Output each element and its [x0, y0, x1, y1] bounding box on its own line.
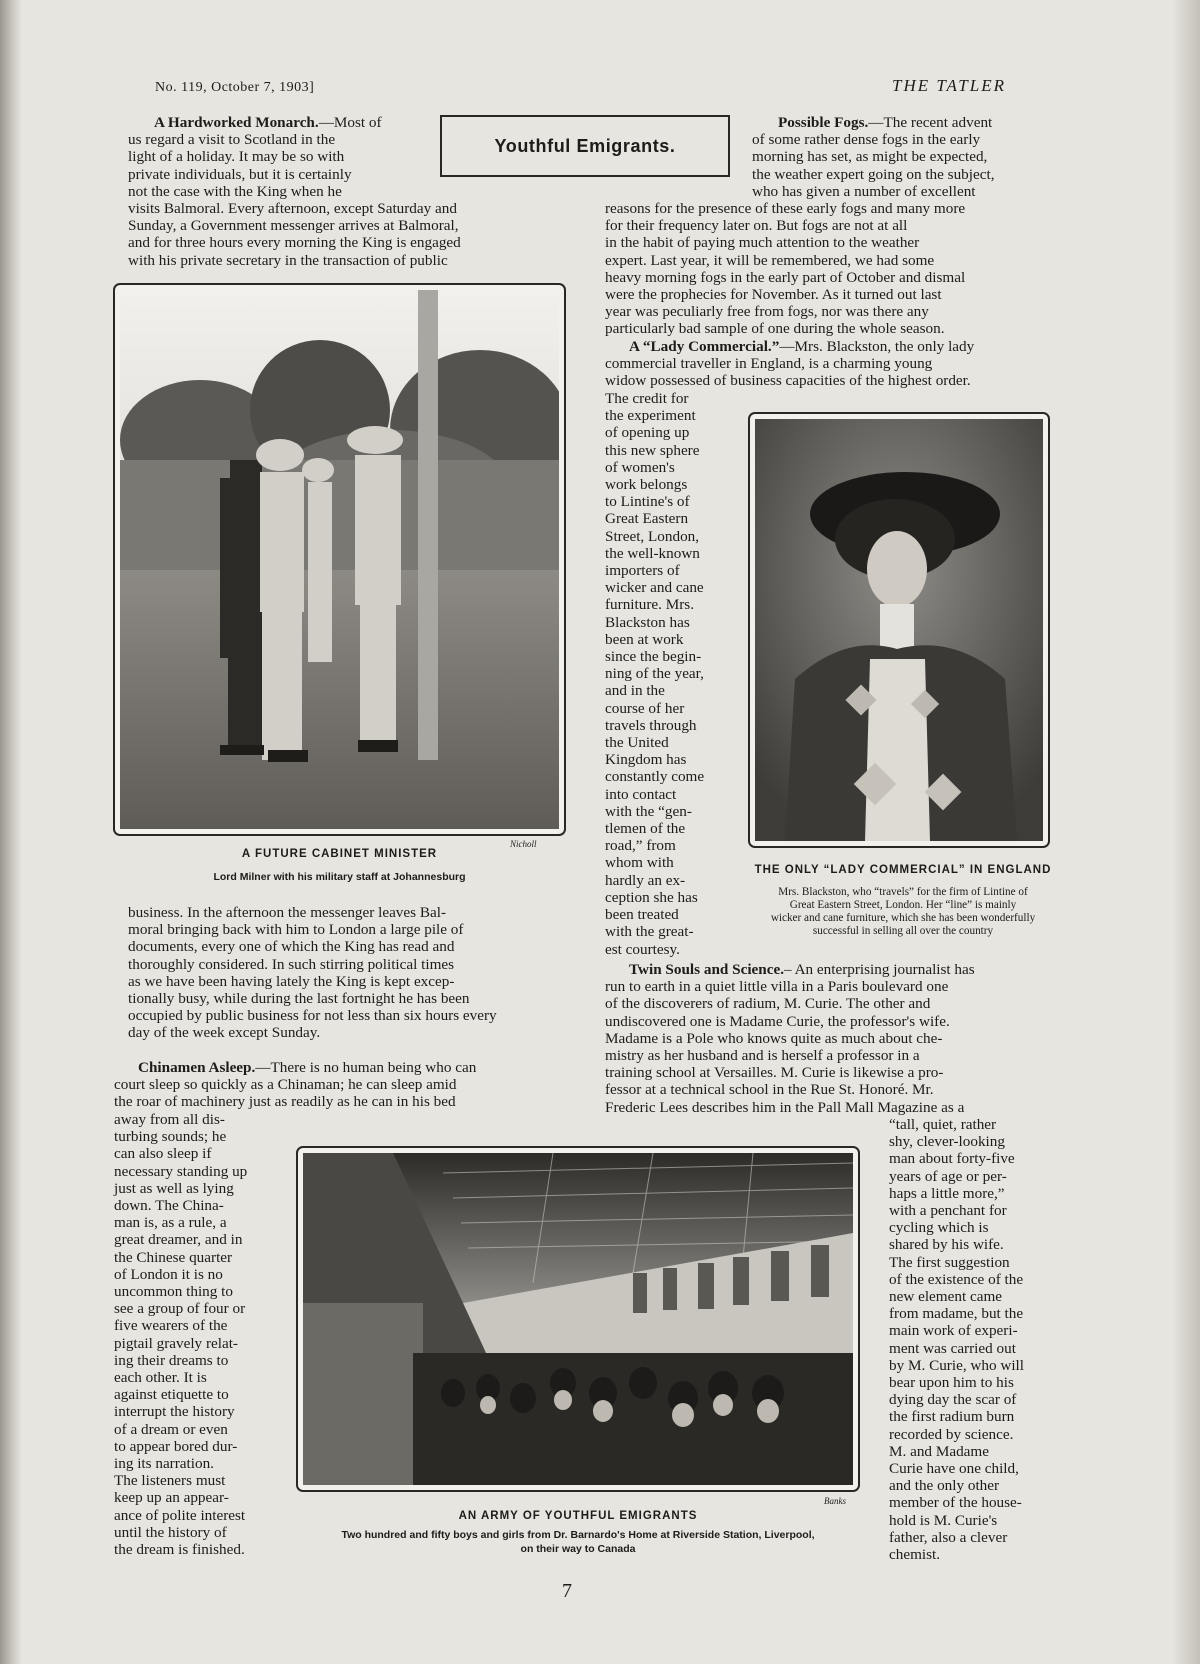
twin-line: M. and Madame — [889, 1442, 989, 1460]
twin-line: of the discoverers of radium, M. Curie. The other and — [605, 995, 931, 1013]
monarch-line: occupied by public business for not less than six hours every — [128, 1007, 497, 1025]
twin-line: training school at Versailles. M. Curie is likewise a pro- — [605, 1064, 944, 1082]
lady-line: importers of — [605, 562, 680, 580]
fogs-line: the weather expert going on the subject, — [752, 165, 995, 183]
twin-line: main work of experi- — [889, 1322, 1018, 1340]
caption-title: A FUTURE CABINET MINISTER — [241, 848, 438, 860]
lady-line: the United — [605, 734, 669, 752]
lady-line: constantly come — [605, 768, 705, 786]
chinamen-line: to appear bored dur- — [114, 1437, 238, 1455]
twin-line: Madame is a Pole who knows quite as much about che- — [605, 1029, 943, 1047]
fogs-line: in the habit of paying much attention to the weather — [605, 234, 920, 252]
article-title: Youthful Emigrants. — [494, 135, 676, 156]
chinamen-line: necessary standing up — [114, 1162, 248, 1180]
monarch-line: as we have been having lately the King is kept excep- — [128, 972, 455, 990]
fogs-line: of some rather dense fogs in the early — [752, 131, 981, 149]
chinamen-line: each other. It is — [114, 1369, 207, 1387]
monarch-heading: A Hardworked Monarch. — [154, 114, 319, 131]
chinamen-line: man is, as a rule, a — [114, 1214, 227, 1232]
caption-title: THE ONLY “LADY COMMERCIAL” IN ENGLAND — [754, 864, 1052, 876]
twin-line: man about forty-five — [889, 1150, 1015, 1168]
lady-line: and in the — [605, 682, 665, 700]
lady-line: commercial traveller in England, is a charming young — [605, 355, 933, 373]
lady-line: wicker and cane — [605, 579, 704, 597]
monarch-line: not the case with the King when he — [128, 182, 342, 200]
page-number: 7 — [562, 1580, 572, 1602]
twin-line: run to earth in a quiet little villa in a Paris boulevard one — [605, 978, 949, 996]
monarch-line: light of a holiday. It may be so with — [128, 148, 345, 166]
monarch-line: —Most of — [318, 114, 382, 131]
lady-line: of women's — [605, 458, 675, 476]
fogs-line: for their frequency later on. But fogs are not at all — [605, 217, 908, 235]
lady-line: the experiment — [605, 407, 696, 425]
fogs-line: expert. Last year, it will be remembered, we had some — [605, 251, 935, 269]
issue-date-header: No. 119, October 7, 1903] — [155, 80, 315, 95]
lady-line: tlemen of the — [605, 820, 686, 838]
monarch-line: private individuals, but it is certainly — [128, 165, 352, 183]
chinamen-line: turbing sounds; he — [114, 1128, 227, 1146]
lady-line: to Lintine's of — [605, 493, 690, 511]
monarch-line: with his private secretary in the transaction of public — [128, 251, 448, 269]
caption-line: wicker and cane furniture, which she has been wonderfully — [770, 912, 1036, 924]
chinamen-line: down. The China- — [114, 1197, 224, 1215]
twin-line: by M. Curie, who will — [889, 1356, 1024, 1374]
twin-line: The first suggestion — [889, 1253, 1010, 1271]
caption-line: successful in selling all over the country — [812, 925, 994, 937]
chinamen-line: see a group of four or — [114, 1300, 246, 1318]
chinamen-intro — [114, 1059, 562, 1111]
photo-blackston — [755, 419, 1043, 841]
lady-line: course of her — [605, 699, 685, 717]
chinamen-line: ing their dreams to — [114, 1351, 229, 1369]
chinamen-line: of London it is no — [114, 1265, 223, 1283]
chinamen-line: great dreamer, and in — [114, 1231, 243, 1249]
chinamen-line: until the history of — [114, 1523, 227, 1541]
twin-line: cycling which is — [889, 1219, 989, 1237]
twin-line: – An enterprising journalist has — [784, 961, 975, 978]
fogs-line: morning has set, as might be expected, — [752, 148, 988, 166]
lady-line: into contact — [605, 785, 677, 803]
lady-line: of opening up — [605, 424, 690, 442]
monarch-line: documents, every one of which the King has read and — [128, 938, 455, 956]
lady-line: ning of the year, — [605, 665, 704, 683]
lady-narrow — [605, 390, 722, 958]
lady-line: est courtesy. — [605, 940, 680, 958]
chinamen-line: pigtail gravely relat- — [114, 1334, 238, 1352]
lady-line: furniture. Mrs. — [605, 596, 694, 614]
monarch-line: day of the week except Sunday. — [128, 1024, 321, 1042]
chinamen-line: five wearers of the — [114, 1317, 228, 1335]
lady-line: Great Eastern — [605, 510, 689, 528]
twin-line: chemist. — [889, 1546, 941, 1564]
lady-line: with the “gen- — [605, 802, 692, 820]
twin-intro — [605, 961, 1055, 1116]
twin-line: haps a little more,” — [889, 1184, 1005, 1202]
chinamen-line: uncommon thing to — [114, 1283, 233, 1301]
twin-line: from madame, but the — [889, 1305, 1024, 1323]
twin-heading: Twin Souls and Science. — [629, 961, 785, 978]
photo-blackston-frame — [748, 412, 1050, 848]
monarch-line: and for three hours every morning the King is engaged — [128, 234, 461, 252]
chinamen-line: keep up an appear- — [114, 1489, 229, 1507]
fogs-line: heavy morning fogs in the early part of October and dismal — [605, 268, 966, 286]
twin-line: and the only other — [889, 1477, 1000, 1495]
lady-intro — [605, 338, 1048, 390]
twin-line: the first radium burn — [889, 1408, 1015, 1426]
photo-milner-frame — [113, 283, 566, 836]
lady-line: Street, London, — [605, 527, 700, 545]
lady-line: been treated — [605, 906, 679, 924]
caption-text — [280, 1528, 876, 1556]
fogs-wide — [605, 200, 1048, 338]
caption-text — [738, 886, 1068, 938]
chinamen-line: away from all dis- — [114, 1111, 225, 1128]
monarch-continued — [128, 904, 562, 1042]
lady-line: since the begin- — [605, 648, 702, 666]
page-edge-left — [0, 0, 22, 1664]
chinamen-line: of a dream or even — [114, 1420, 228, 1438]
chinamen-line: the dream is finished. — [114, 1541, 245, 1559]
lady-line: whom with — [605, 854, 674, 872]
monarch-line: visits Balmoral. Every afternoon, except Saturday and — [128, 200, 457, 217]
chinamen-heading: Chinamen Asleep. — [138, 1059, 256, 1076]
chinamen-line: just as well as lying — [114, 1179, 234, 1197]
page-edge-right — [1172, 0, 1200, 1664]
lady-line: hardly an ex- — [605, 871, 686, 889]
fogs-line: who has given a number of excellent — [752, 182, 976, 200]
chinamen-line: the Chinese quarter — [114, 1248, 233, 1266]
monarch-line: Sunday, a Government messenger arrives at Balmoral, — [128, 217, 459, 235]
chinamen-line: the roar of machinery just as readily as he can in his bed — [114, 1093, 456, 1111]
twin-line: bear upon him to his — [889, 1374, 1014, 1392]
lady-line: with the great- — [605, 923, 694, 941]
monarch-line: moral bringing back with him to London a large pile of — [128, 921, 464, 939]
twin-line: mistry as her husband and is herself a professor in a — [605, 1047, 920, 1065]
fogs-line: reasons for the presence of these early fogs and many more — [605, 200, 966, 217]
chinamen-line: ance of polite interest — [114, 1506, 246, 1524]
chinamen-line: can also sleep if — [114, 1145, 212, 1163]
twin-narrow — [889, 1116, 1055, 1563]
twin-line: dying day the scar of — [889, 1391, 1017, 1409]
twin-line: ment was carried out — [889, 1339, 1016, 1357]
twin-line: fessor at a technical school in the Rue St. Honoré. Mr. — [605, 1081, 934, 1099]
caption-title: AN ARMY OF YOUTHFUL EMIGRANTS — [458, 1510, 698, 1522]
chinamen-line: —There is no human being who can — [255, 1059, 477, 1076]
photo-credit: Banks — [824, 1496, 846, 1506]
lady-line: this new sphere — [605, 441, 700, 459]
twin-line: of the existence of the — [889, 1270, 1024, 1288]
lady-line: travels through — [605, 716, 697, 734]
caption-text: Lord Milner with his military staff at Johannesburg — [213, 871, 466, 883]
lady-line: Blackston has — [605, 613, 690, 631]
chinamen-line: ing its narration. — [114, 1455, 214, 1473]
fogs-line: particularly bad sample of one during the whole season. — [605, 320, 945, 338]
caption-line: on their way to Canada — [520, 1543, 636, 1555]
monarch-line: us regard a visit to Scotland in the — [128, 131, 336, 149]
twin-line: Curie have one child, — [889, 1460, 1019, 1478]
fogs-line: —The recent advent — [868, 114, 993, 131]
lady-line: ception she has — [605, 888, 698, 906]
twin-line: recorded by science. — [889, 1425, 1014, 1443]
lady-line: the well-known — [605, 544, 700, 562]
twin-line: Frederic Lees describes him in the Pall Mall Magazine as a — [605, 1098, 965, 1116]
monarch-line: business. In the afternoon the messenger leaves Bal- — [128, 904, 446, 921]
twin-line: father, also a clever — [889, 1528, 1008, 1546]
fogs-line: year was peculiarly free from fogs, nor was there any — [605, 303, 929, 321]
monarch-intro — [128, 114, 420, 200]
lady-line: The credit for — [605, 390, 689, 407]
caption-line: Two hundred and fifty boys and girls from Dr. Barnardo's Home at Riverside Station, Liverpool, — [341, 1529, 815, 1541]
monarch-line: tionally busy, while during the last fortnight he has been — [128, 990, 470, 1008]
twin-line: hold is M. Curie's — [889, 1511, 998, 1529]
masthead-title: THE TATLER — [892, 76, 1006, 95]
fogs-intro — [752, 114, 1044, 200]
twin-line: undiscovered one is Madame Curie, the professor's wife. — [605, 1012, 950, 1030]
chinamen-line: court sleep so quickly as a Chinaman; he can sleep amid — [114, 1076, 457, 1094]
lady-line: work belongs — [605, 476, 688, 494]
twin-line: new element came — [889, 1288, 1003, 1306]
monarch-wide — [128, 200, 562, 269]
twin-line: member of the house- — [889, 1494, 1022, 1512]
caption-line: Great Eastern Street, London. Her “line” is mainly — [789, 899, 1017, 911]
monarch-line: thoroughly considered. In such stirring political times — [128, 955, 455, 973]
fogs-line: were the prophecies for November. As it turned out last — [605, 286, 942, 304]
photo-credit: Nicholl — [510, 839, 537, 849]
twin-line: with a penchant for — [889, 1202, 1007, 1220]
photo-milner — [120, 290, 559, 829]
lady-line: widow possessed of business capacities of the highest order. — [605, 372, 971, 390]
fogs-heading: Possible Fogs. — [778, 114, 869, 131]
twin-line: shy, clever-looking — [889, 1133, 1005, 1151]
article-title-box — [440, 115, 730, 177]
photo-emigrants-frame — [296, 1146, 860, 1492]
lady-line: Kingdom has — [605, 751, 687, 769]
chinamen-line: interrupt the history — [114, 1403, 235, 1421]
photo-emigrants — [303, 1153, 853, 1485]
twin-line: shared by his wife. — [889, 1236, 1004, 1254]
lady-heading: A “Lady Commercial.” — [629, 338, 780, 355]
twin-line: years of age or per- — [889, 1167, 1007, 1185]
chinamen-line: The listeners must — [114, 1472, 226, 1490]
chinamen-line: against etiquette to — [114, 1386, 229, 1404]
lady-line: —Mrs. Blackston, the only lady — [779, 338, 975, 355]
twin-line: “tall, quiet, rather — [889, 1116, 997, 1133]
caption-line: Mrs. Blackston, who “travels” for the firm of Lintine of — [778, 886, 1028, 898]
lady-line: road,” from — [605, 837, 676, 855]
lady-line: been at work — [605, 630, 684, 648]
chinamen-narrow — [114, 1111, 272, 1558]
